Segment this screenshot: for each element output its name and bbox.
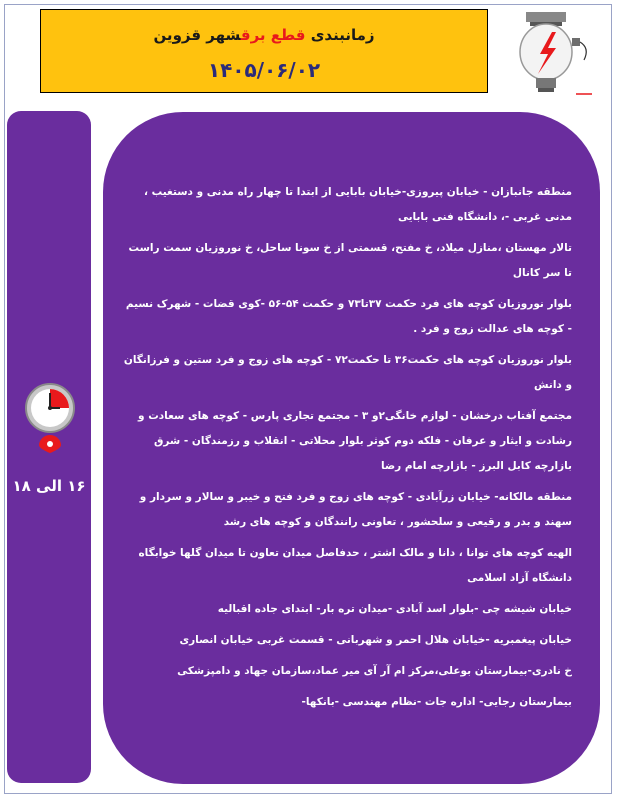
area-item: مجتمع آفتاب درخشان - لوازم خانگی۲و ۳ - مجتمع تجاری پارس - کوچه های سعادت و رشادت و ایثار و عرفان - فلکه دوم کوثر بلوار محلاتی - انقلاب و رزمندگان - شرق بازارچه کابل البرز - بازارچه امام رضا	[138, 410, 572, 472]
outage-hours: ۱۶ الی ۱۸	[12, 477, 86, 495]
title-highlight: قطع برق	[240, 26, 306, 44]
area-item: بلوار نوروزیان کوچه های حکمت۳۶ تا حکمت۷۲ - کوچه های زوج و فرد ستین و فرزانگان و دانش	[123, 354, 572, 391]
lightbulb-lightning-icon	[496, 8, 596, 100]
header-box	[40, 9, 488, 93]
schedule-date: ۱۴۰۵/۰۶/۰۲	[207, 58, 321, 82]
title-suffix: شهر قزوین	[153, 26, 241, 44]
areas-list	[118, 180, 572, 721]
area-item: خ نادری-بیمارستان بوعلی،مرکز ام آر آی میر عماد،سازمان جهاد و دامپزشکی	[177, 665, 572, 677]
area-item: بیمارستان رجایی- اداره جات -نظام مهندسی -بانکها-	[301, 696, 572, 708]
area-item: بلوار نوروزیان کوچه های فرد حکمت ۳۷تا۷۳ و حکمت ۵۴-۵۶ -کوی قضات - شهرک نسیم - کوچه های عدالت زوج و فرد .	[125, 298, 572, 335]
title-prefix: زمانبندی	[310, 26, 375, 44]
area-item: منطقه جانبازان - خیابان پیروزی-خیابان بابایی از ابتدا تا چهار راه مدنی و دستغیب ، مدنی غربی -، دانشگاه فنی بابایی	[143, 186, 572, 223]
area-item: خیابان پیغمبریه -خیابان هلال احمر و شهربانی - قسمت غربی خیابان انصاری	[179, 634, 572, 646]
page-title	[41, 26, 487, 44]
area-item: منطقه مالکانه- خیابان زرآبادی - کوچه های زوج و فرد فتح و خیبر و سالار و سردار و سهند و بدر و رقیعی و سلحشور ، تعاونی رانندگان و کوچه های رشد	[139, 491, 572, 528]
area-item: خیابان شیشه چی -بلوار اسد آبادی -میدان تره بار- ابتدای جاده اقبالیه	[217, 603, 572, 615]
area-item: تالار مهستان ،منازل میلاد، خ مفتح، قسمتی از خ سونا ساحل، خ نوروزیان سمت راست تا سر کانال	[128, 242, 572, 279]
clock-location-pin-icon	[23, 381, 77, 453]
area-item: الهیه کوچه های توانا ، دانا و مالک اشتر ، حدفاصل میدان تعاون تا میدان گلها خوابگاه دانشگاه آزاد اسلامی	[138, 547, 572, 584]
